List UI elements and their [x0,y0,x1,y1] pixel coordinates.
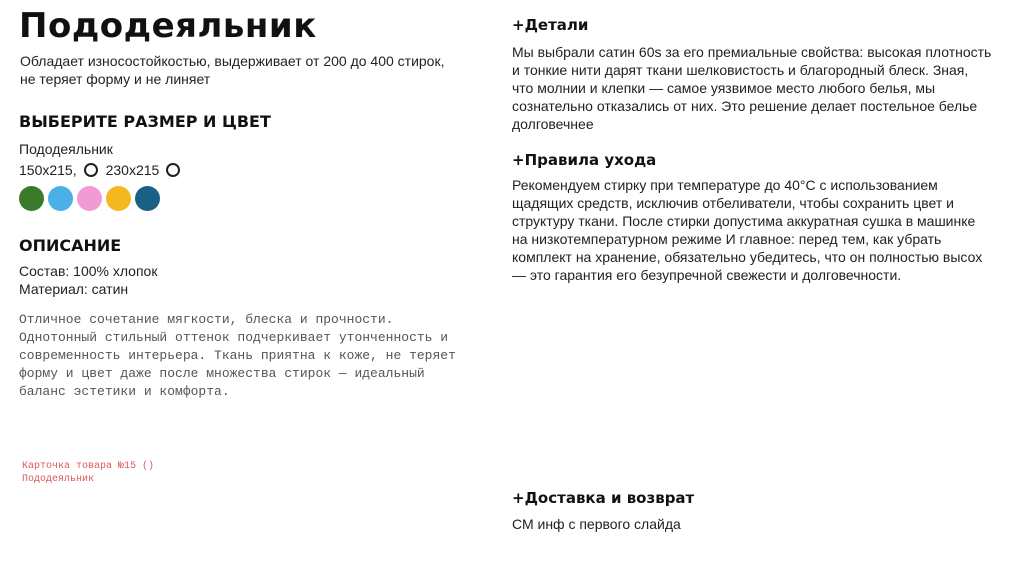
size-label: 150x215, [19,162,77,178]
radio-icon[interactable] [84,163,98,177]
product-card-note [22,460,154,486]
color-swatch-yellow[interactable] [106,186,131,211]
delivery-toggle[interactable]: +Доставка и возврат [512,489,695,507]
details-text: Мы выбрали сатин 60s за его премиальные свойства: высокая плотность и тонкие нити дарят ткани шелковистость и благородный блеск. Зная, что молнии и клепки — самое уязвимое место любого белья, мы сознательно отказались от них. Это решение делает постельное белье долговечнее [512,44,992,132]
description-text: Отличное сочетание мягкости, блеска и прочности. Однотонный стильный оттенок подчеркивает утонченность и современность интерьера. Ткань приятна к коже, не теряет форму и цвет даже после множества стирок — идеальный баланс эстетики и комфорта. [19,312,456,399]
details-toggle[interactable]: +Детали [512,16,589,34]
size-label: 230x215 [105,162,160,178]
item-label: Пододеяльник [19,141,113,157]
description-heading: ОПИСАНИЕ [19,236,122,255]
care-text: Рекомендуем стирку при температуре до 40°C с использованием щадящих средств, исключив отбеливатели, чтобы сохранить цвет и структуру ткани. После стирки допустима аккуратная сушка в машинке на низкотемпературном режиме И главное: перед тем, как убрать комплект на хранение, обязательно убедитесь, что он полностью высох — это гарантия его безупречной свежести и долговечности. [512,177,983,283]
color-swatch-dark-blue[interactable] [135,186,160,211]
size-color-heading: ВЫБЕРИТЕ РАЗМЕР И ЦВЕТ [19,112,271,131]
color-swatch-pink[interactable] [77,186,102,211]
composition-text: Состав: 100% хлопок [19,263,158,279]
product-title: Пододеяльник [19,6,317,46]
care-toggle[interactable]: +Правила ухода [512,151,657,169]
size-option-150x215[interactable] [19,162,106,178]
size-options [19,162,188,178]
color-swatch-light-blue[interactable] [48,186,73,211]
color-swatch-green[interactable] [19,186,44,211]
card-note-line: Карточка товара №15 () [22,461,155,472]
product-subtitle: Обладает износостойкостью, выдерживает от 200 до 400 стирок, не теряет форму и не линяет [20,53,445,87]
color-swatches [19,186,160,211]
radio-icon[interactable] [166,163,180,177]
material-text: Материал: сатин [19,281,129,297]
size-option-230x215[interactable] [106,162,189,178]
delivery-text: СМ инф с первого слайда [512,516,681,532]
card-note-line: Пододеяльник [22,474,95,485]
